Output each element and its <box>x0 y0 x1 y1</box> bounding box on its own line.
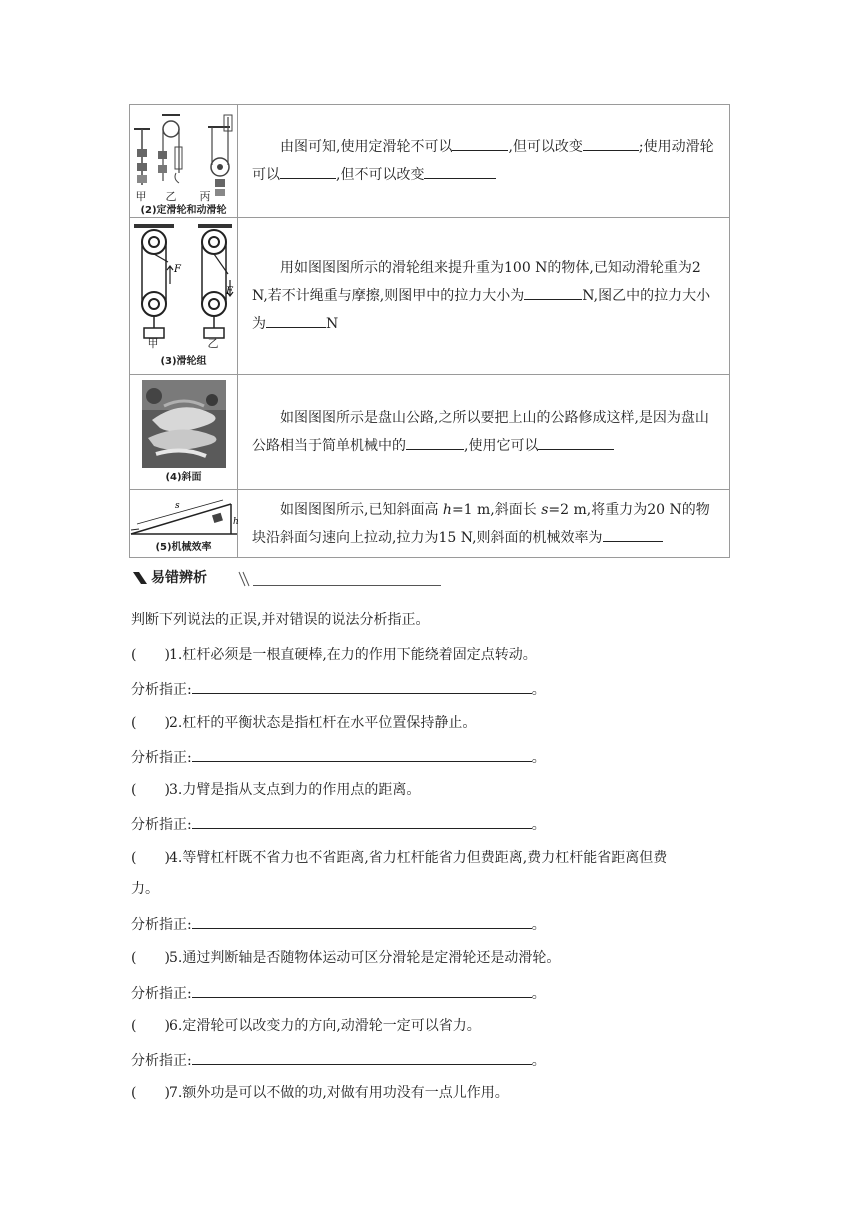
pulley-block-image <box>132 222 236 350</box>
mountain-road-photo <box>142 380 226 468</box>
analysis-line <box>131 814 546 835</box>
answer-paren[interactable]: ( ) <box>131 782 170 798</box>
list-item <box>131 780 420 800</box>
item-text: 额外功是可以不做的功,对做有用功没有一点儿作用。 <box>182 1085 509 1101</box>
question-text <box>238 375 730 490</box>
force-label: F <box>173 264 181 275</box>
question-segment: ,但可以改变 <box>508 139 583 155</box>
analysis-blank[interactable] <box>192 914 532 929</box>
question-segment: 如图图图所示是盘山公路,之所以要把上山的公路修成这样,是因为盘山公路相当于简单机械中的 <box>252 410 709 454</box>
figure-sublabel: 甲 <box>135 190 147 203</box>
item-number: 4. <box>169 850 183 866</box>
list-item <box>131 645 537 665</box>
force-label: F <box>225 286 233 297</box>
answer-blank[interactable] <box>280 164 336 179</box>
figure-caption: (5)机械效率 <box>155 541 212 553</box>
answer-paren[interactable]: ( ) <box>131 715 170 731</box>
answer-paren[interactable]: ( ) <box>131 950 170 966</box>
question-text <box>238 105 730 218</box>
question-segment: 如图图图所示,已知斜面高 <box>280 501 443 518</box>
end-mark: 。 <box>531 817 546 833</box>
question-segment: ;使用动滑轮可以 <box>252 139 714 183</box>
answer-blank[interactable] <box>406 435 464 450</box>
incline-plane-image <box>131 494 237 538</box>
height-label: h <box>232 516 239 527</box>
table-row <box>130 375 730 490</box>
figure-sublabel: 乙 <box>207 337 219 350</box>
answer-paren[interactable]: ( ) <box>131 1018 170 1034</box>
answer-blank[interactable] <box>538 435 614 450</box>
table-row <box>130 105 730 218</box>
answer-blank[interactable] <box>583 136 639 151</box>
item-text: 通过判断轴是否随物体运动可区分滑轮是定滑轮还是动滑轮。 <box>182 950 561 966</box>
analysis-line <box>131 747 546 768</box>
analysis-line <box>131 679 546 700</box>
end-mark: 。 <box>531 750 546 766</box>
list-item <box>131 1016 481 1036</box>
figure-caption: (3)滑轮组 <box>160 356 207 367</box>
item-text: 杠杆必须是一根直硬棒,在力的作用下能绕着固定点转动。 <box>182 647 537 663</box>
item-number: 3. <box>169 782 183 798</box>
end-mark: 。 <box>531 986 546 1002</box>
answer-paren[interactable]: ( ) <box>131 647 170 663</box>
figure-caption: (2)定滑轮和动滑轮 <box>140 205 227 216</box>
analysis-label: 分析指正: <box>131 750 192 766</box>
end-mark: 。 <box>531 917 546 933</box>
slope-length-label: s <box>174 500 180 511</box>
analysis-label: 分析指正: <box>131 986 192 1002</box>
figure-caption: (4)斜面 <box>165 472 202 483</box>
section-title: 易错辨析 <box>151 570 207 586</box>
item-number: 6. <box>169 1018 183 1034</box>
item-number: 1. <box>169 647 183 663</box>
item-text: 定滑轮可以改变力的方向,动滑轮一定可以省力。 <box>182 1018 481 1034</box>
section-header <box>133 568 433 590</box>
table-row <box>130 490 730 558</box>
list-item <box>131 713 476 733</box>
question-segment: ,但不可以改变 <box>336 167 425 183</box>
answer-blank[interactable] <box>266 313 326 328</box>
end-mark: 。 <box>531 682 546 698</box>
variable-h: h <box>442 501 452 518</box>
list-item <box>131 948 560 968</box>
answer-paren[interactable]: ( ) <box>131 1085 170 1101</box>
section-marker-icon <box>133 572 149 584</box>
analysis-blank[interactable] <box>192 983 532 998</box>
incline-efficiency-figure <box>131 494 237 554</box>
question-text <box>238 218 730 375</box>
answer-blank[interactable] <box>524 285 582 300</box>
question-segment: =1 m,斜面长 <box>451 501 542 518</box>
answer-paren[interactable]: ( ) <box>131 850 170 866</box>
list-item-continuation: 力。 <box>131 881 159 897</box>
analysis-blank[interactable] <box>192 679 532 694</box>
figure-sublabel: 乙 <box>165 190 177 203</box>
analysis-line <box>131 914 546 935</box>
knowledge-table <box>129 104 730 558</box>
analysis-blank[interactable] <box>192 747 532 762</box>
answer-blank[interactable] <box>452 136 508 151</box>
figure-sublabel: 丙 <box>199 190 211 203</box>
question-segment: 由图可知,使用定滑轮不可以 <box>280 139 453 155</box>
section-divider-icon <box>237 572 251 586</box>
pulley-block-figure <box>132 222 236 370</box>
question-text <box>238 490 730 558</box>
end-mark: 。 <box>531 1053 546 1069</box>
analysis-label: 分析指正: <box>131 1053 192 1069</box>
list-item <box>131 1083 509 1103</box>
item-text: 杠杆的平衡状态是指杠杆在水平位置保持静止。 <box>182 715 477 731</box>
section-rule <box>253 585 441 586</box>
figure-cell <box>130 105 238 218</box>
item-text: 力臂是指从支点到力的作用点的距离。 <box>182 782 421 798</box>
item-text: 等臂杠杆既不省力也不省距离,省力杠杆能省力但费距离,费力杠杆能省距离但费 <box>182 850 668 866</box>
table-row <box>130 218 730 375</box>
list-item <box>131 848 667 868</box>
figure-sublabel: 甲 <box>147 337 159 350</box>
analysis-blank[interactable] <box>192 1050 532 1065</box>
item-number: 2. <box>169 715 183 731</box>
question-segment: 用如图图图所示的滑轮组来提升重为100 N的物体,已知动滑轮重为2 N,若不计绳重与摩擦,则图甲中的拉力大小为 <box>252 260 701 304</box>
pulley-figure <box>132 111 236 216</box>
question-segment: =2 m,将重力为20 N的物块沿斜面匀速向上拉动,拉力为15 N,则斜面的机械效率为 <box>252 501 710 546</box>
answer-blank[interactable] <box>603 527 663 542</box>
analysis-label: 分析指正: <box>131 682 192 698</box>
incline-road-figure <box>139 380 229 484</box>
question-segment: N,图乙中的拉力大小为 <box>252 288 711 332</box>
analysis-line <box>131 1050 546 1071</box>
question-segment: N <box>326 316 339 332</box>
item-number: 5. <box>169 950 183 966</box>
figure-cell <box>130 375 238 490</box>
variable-s: s <box>541 501 549 518</box>
item-number: 7. <box>169 1085 183 1101</box>
question-segment: ,使用它可以 <box>464 438 539 454</box>
figure-cell <box>130 218 238 375</box>
instructions: 判断下列说法的正误,并对错误的说法分析指正。 <box>131 612 430 628</box>
answer-blank[interactable] <box>424 164 496 179</box>
analysis-label: 分析指正: <box>131 917 192 933</box>
analysis-blank[interactable] <box>192 814 532 829</box>
fixed-movable-pulley-image <box>132 111 236 197</box>
analysis-label: 分析指正: <box>131 817 192 833</box>
figure-cell <box>130 490 238 558</box>
analysis-line <box>131 983 546 1004</box>
